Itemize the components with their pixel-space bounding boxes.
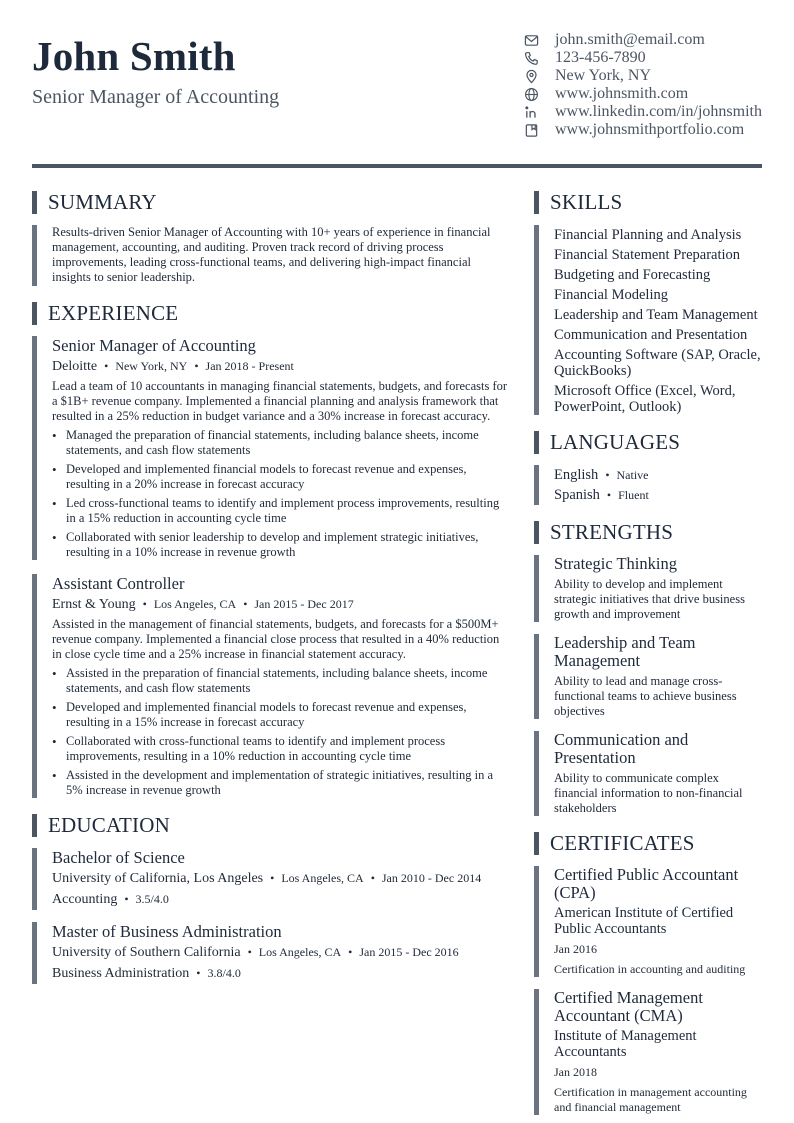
summary-section — [32, 225, 510, 286]
skill-item: Communication and Presentation — [554, 327, 748, 343]
certificate-item — [534, 989, 762, 1115]
language-item: Spanish • Fluent — [554, 487, 649, 503]
job-bullets — [52, 428, 510, 560]
job-dates: Jan 2018 - Present — [205, 359, 294, 373]
company-name: Deloitte — [52, 359, 98, 374]
list-item: • Developed and implemented financial models to forecast revenue and expenses, resulting in a 15% increase in forecast accuracy — [52, 700, 510, 730]
contact-location-text: New York, NY — [555, 67, 652, 84]
certificate-title: Certified Management Accountant (CMA) — [554, 988, 703, 1025]
company-name: Ernst & Young — [52, 597, 136, 612]
strength-item — [534, 634, 762, 719]
list-item: • Managed the preparation of financial statements, including balance sheets, income statements, and cash flow statements — [52, 428, 510, 458]
left-column — [32, 191, 510, 984]
field-of-study: Accounting — [52, 892, 118, 907]
strength-description: Ability to develop and implement strategic initiatives that drive business growth and improvement — [554, 577, 745, 621]
list-item: • Assisted in the preparation of financial statements, including balance sheets, income statements, and cash flow statements — [52, 666, 510, 696]
contact-email-text[interactable]: john.smith@email.com — [555, 31, 705, 48]
list-item: • Assisted in the development and implementation of strategic initiatives, resulting in a 5% increase in revenue growth — [52, 768, 510, 798]
contact-phone[interactable] — [522, 49, 762, 67]
job-location: Los Angeles, CA — [153, 597, 237, 611]
language-name: Spanish — [554, 487, 600, 503]
strength-description: Ability to communicate complex financial information to non-financial stakeholders — [554, 771, 743, 815]
job-description: Assisted in the management of financial statements, budgets, and forecasts for a $500M+ revenue company. Implemented a financial close process that resulted in a 40% reduction in close cycle time and a 25% increase in financial statement accuracy. — [52, 617, 500, 661]
email-icon — [522, 31, 540, 49]
skill-item: Leadership and Team Management — [554, 307, 758, 323]
certificate-issuer: American Institute of Certified Public Accountants — [554, 905, 734, 937]
skill-item: Budgeting and Forecasting — [554, 267, 711, 283]
field-of-study: Business Administration — [52, 966, 190, 981]
languages-section — [534, 465, 762, 505]
job-dates: Jan 2015 - Dec 2017 — [254, 597, 354, 611]
list-item: • Developed and implemented financial models to forecast revenue and expenses, resulting in a 20% increase in forecast accuracy — [52, 462, 510, 492]
location-icon — [522, 67, 540, 85]
job-location: New York, NY — [115, 359, 188, 373]
contact-linkedin-text[interactable]: www.linkedin.com/in/johnsmith — [555, 103, 762, 120]
list-item: • Led cross-functional teams to identify and implement process improvements, resulting in a 15% reduction in accounting cycle time — [52, 496, 510, 526]
certificate-title: Certified Public Accountant (CPA) — [554, 865, 739, 902]
certificate-item — [534, 866, 762, 977]
gpa: 3.5/4.0 — [135, 892, 169, 906]
list-item: • Collaborated with cross-functional teams to identify and implement process improvements, resulting in a 10% reduction in accounting cycle time — [52, 734, 510, 764]
contact-website[interactable] — [522, 85, 762, 103]
skills-heading: SKILLS — [534, 191, 762, 214]
right-column — [534, 191, 762, 1115]
certificate-date: Jan 2018 — [554, 1065, 597, 1079]
contact-location — [522, 67, 762, 85]
contact-portfolio-text[interactable]: www.johnsmithportfolio.com — [555, 121, 745, 138]
contact-portfolio[interactable] — [522, 121, 762, 139]
certificate-description: Certification in management accounting and financial management — [554, 1085, 747, 1114]
job-description: Lead a team of 10 accountants in managing financial statements, budgets, and forecasts for a $1B+ revenue company. Implemented a financial planning and analysis framework that resulted in a 25% reduction in budget variance and a 30% increase in forecast accuracy. — [52, 379, 508, 423]
globe-icon — [522, 85, 540, 103]
certificate-date: Jan 2016 — [554, 942, 597, 956]
summary-text: Results-driven Senior Manager of Accounting with 10+ years of experience in financial management, accounting, and auditing. Proven track record of driving process improvements, leading cross-functional teams, and delivering high-impact financial insights to senior leadership. — [52, 225, 491, 284]
education-dates: Jan 2015 - Dec 2016 — [359, 945, 459, 959]
skill-item: Financial Statement Preparation — [554, 247, 741, 263]
certificate-description: Certification in accounting and auditing — [554, 962, 746, 976]
skill-item: Financial Planning and Analysis — [554, 227, 742, 243]
languages-heading: LANGUAGES — [534, 431, 762, 454]
education-item — [32, 922, 510, 984]
strength-item — [534, 731, 762, 816]
gpa: 3.8/4.0 — [207, 966, 241, 980]
language-level: Native — [616, 468, 649, 482]
skill-item: Accounting Software (SAP, Oracle, QuickBooks) — [554, 347, 761, 379]
linkedin-icon — [522, 103, 540, 121]
skill-item: Microsoft Office (Excel, Word, PowerPoint, Outlook) — [554, 383, 736, 415]
education-field-row: Accounting • 3.5/4.0 — [52, 892, 169, 907]
experience-item — [32, 574, 510, 798]
education-heading: EDUCATION — [32, 814, 510, 837]
candidate-name: John Smith — [32, 33, 236, 79]
contact-website-text[interactable]: www.johnsmith.com — [555, 85, 689, 102]
certificates-heading: CERTIFICATES — [534, 832, 762, 855]
language-name: English — [554, 467, 599, 483]
portfolio-icon — [522, 121, 540, 139]
skills-section — [534, 225, 762, 415]
skill-item: Financial Modeling — [554, 287, 668, 303]
education-item — [32, 848, 510, 910]
job-meta: Deloitte • New York, NY • Jan 2018 - Present — [52, 359, 294, 374]
resume-header — [32, 0, 762, 168]
job-bullets — [52, 666, 510, 798]
contact-email[interactable] — [522, 31, 762, 49]
candidate-title: Senior Manager of Accounting — [32, 86, 280, 108]
education-field-row: Business Administration • 3.8/4.0 — [52, 966, 241, 981]
education-dates: Jan 2010 - Dec 2014 — [381, 871, 482, 885]
job-title: Senior Manager of Accounting — [52, 336, 256, 355]
contact-list — [522, 31, 762, 139]
school-name: University of Southern California — [52, 945, 241, 960]
degree-title: Master of Business Administration — [52, 922, 282, 941]
experience-item — [32, 336, 510, 560]
language-level: Fluent — [618, 488, 649, 502]
education-meta: University of Southern California • Los Angeles, CA • Jan 2015 - Dec 2016 — [52, 945, 459, 960]
strength-title: Strategic Thinking — [554, 554, 677, 573]
contact-phone-text[interactable]: 123-456-7890 — [555, 49, 646, 66]
certificate-issuer: Institute of Management Accountants — [554, 1028, 697, 1060]
school-name: University of California, Los Angeles — [52, 871, 264, 886]
education-meta: University of California, Los Angeles • Los Angeles, CA • Jan 2010 - Dec 2014 — [52, 871, 482, 886]
strength-item — [534, 555, 762, 622]
strength-title: Communication and Presentation — [554, 730, 689, 767]
experience-heading: EXPERIENCE — [32, 302, 510, 325]
header-divider — [32, 164, 762, 168]
strength-title: Leadership and Team Management — [554, 633, 696, 670]
summary-heading: SUMMARY — [32, 191, 510, 214]
phone-icon — [522, 49, 540, 67]
degree-title: Bachelor of Science — [52, 848, 185, 867]
school-location: Los Angeles, CA — [281, 871, 364, 885]
job-title: Assistant Controller — [52, 574, 185, 593]
job-meta: Ernst & Young • Los Angeles, CA • Jan 2015 - Dec 2017 — [52, 597, 354, 612]
language-item: English • Native — [554, 467, 649, 483]
strengths-heading: STRENGTHS — [534, 521, 762, 544]
contact-linkedin[interactable] — [522, 103, 762, 121]
list-item: • Collaborated with senior leadership to develop and implement strategic initiatives, resulting in a 10% increase in revenue growth — [52, 530, 510, 560]
school-location: Los Angeles, CA — [258, 945, 342, 959]
strength-description: Ability to lead and manage cross-functional teams to achieve business objectives — [554, 674, 737, 718]
